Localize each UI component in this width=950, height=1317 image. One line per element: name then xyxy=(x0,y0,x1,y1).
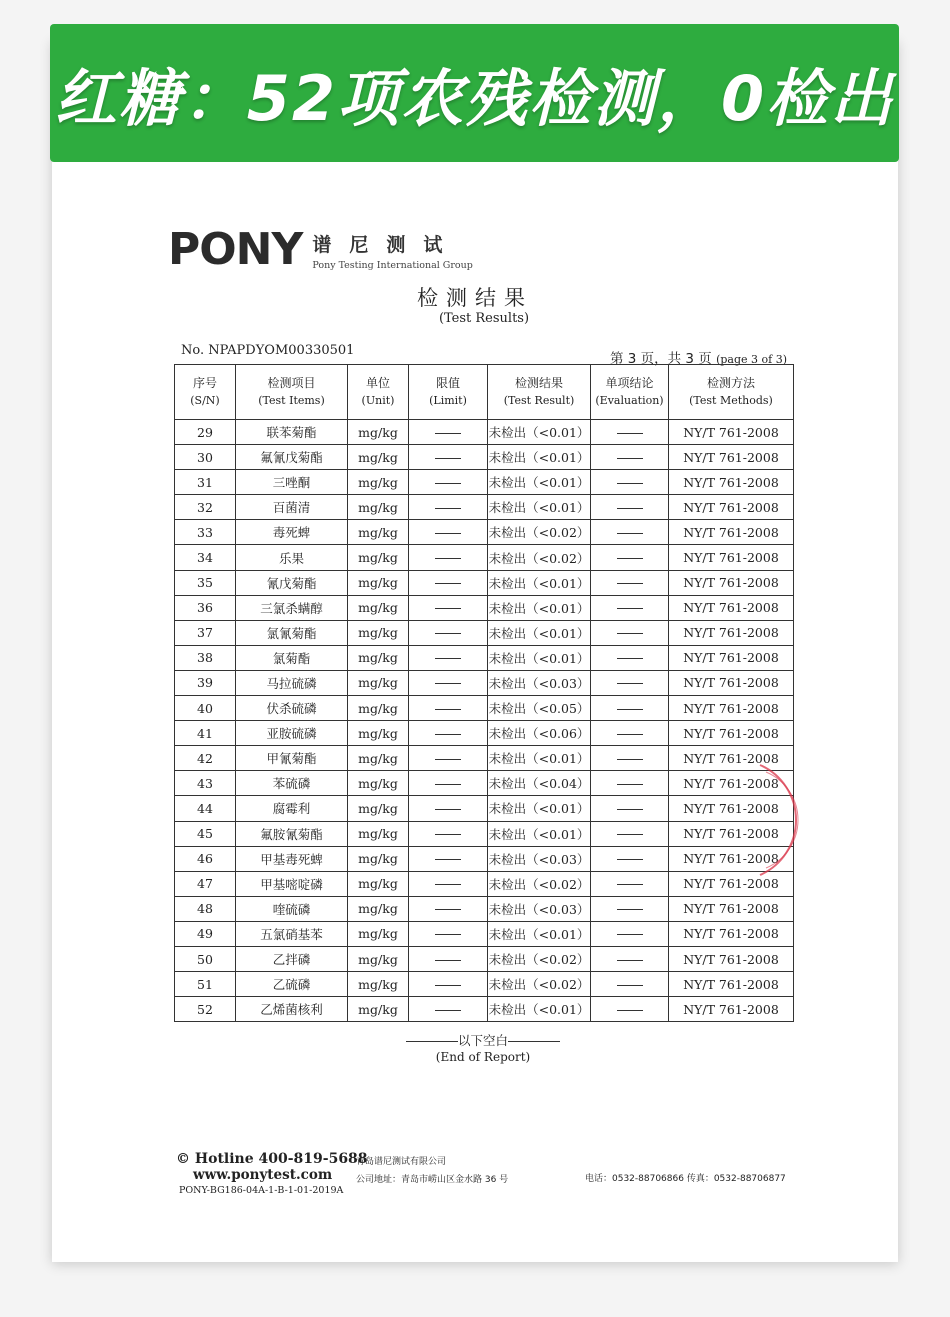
dash-mark xyxy=(435,458,461,459)
cell-method: NY/T 761-2008 xyxy=(669,771,794,796)
cell-evaluation xyxy=(591,771,669,796)
banner-title: 红糖：52项农残检测，0检出 xyxy=(54,61,895,135)
cell-unit: mg/kg xyxy=(348,470,409,495)
dash-mark xyxy=(435,633,461,634)
cell-test-item: 乙硫磷 xyxy=(236,972,348,997)
footer-hotline: © Hotline 400-819-5688 xyxy=(176,1151,368,1167)
dash-mark xyxy=(617,558,643,559)
cell-evaluation xyxy=(591,645,669,670)
cell-sn: 50 xyxy=(175,946,236,971)
cell-limit xyxy=(409,445,488,470)
cell-test-item: 五氯硝基苯 xyxy=(236,921,348,946)
table-row xyxy=(175,495,794,520)
cell-evaluation xyxy=(591,470,669,495)
cell-evaluation xyxy=(591,746,669,771)
column-header-en: (Limit) xyxy=(429,394,467,407)
cell-limit xyxy=(409,545,488,570)
column-header-cn: 序号 xyxy=(192,376,217,390)
table-header-row xyxy=(175,365,794,420)
table-row xyxy=(175,997,794,1022)
cell-unit: mg/kg xyxy=(348,696,409,721)
footer-website: www.ponytest.com xyxy=(193,1167,333,1183)
cell-result: 未检出（<0.01） xyxy=(488,645,591,670)
cell-method: NY/T 761-2008 xyxy=(669,821,794,846)
cell-result: 未检出（<0.01） xyxy=(488,595,591,620)
cell-unit: mg/kg xyxy=(348,520,409,545)
dash-mark xyxy=(617,884,643,885)
logo-wordmark: PONY xyxy=(168,224,303,275)
column-header xyxy=(409,365,488,420)
cell-test-item: 氯菊酯 xyxy=(236,645,348,670)
dash-mark xyxy=(617,658,643,659)
cell-test-item: 氰戊菊酯 xyxy=(236,570,348,595)
table-row xyxy=(175,746,794,771)
red-seal-stamp xyxy=(740,760,820,880)
cell-unit: mg/kg xyxy=(348,445,409,470)
dash-mark xyxy=(617,583,643,584)
table-row xyxy=(175,470,794,495)
column-header xyxy=(488,365,591,420)
cell-method: NY/T 761-2008 xyxy=(669,796,794,821)
report-number: No. NPAPDYOM00330501 xyxy=(181,343,355,358)
page-indicator-cn: 第 3 页，共 3 页 xyxy=(609,351,712,367)
column-header-cn: 检测结果 xyxy=(514,376,563,390)
cell-test-item: 苯硫磷 xyxy=(236,771,348,796)
dash-mark xyxy=(435,934,461,935)
cell-result: 未检出（<0.01） xyxy=(488,445,591,470)
column-header-cn: 单位 xyxy=(365,376,390,390)
cell-result: 未检出（<0.01） xyxy=(488,495,591,520)
cell-unit: mg/kg xyxy=(348,645,409,670)
cell-result: 未检出（<0.05） xyxy=(488,696,591,721)
logo-chinese-name: 谱尼测试 xyxy=(312,233,461,256)
dash-mark xyxy=(617,709,643,710)
cell-sn: 52 xyxy=(175,997,236,1022)
cell-test-item: 乙烯菌核利 xyxy=(236,997,348,1022)
table-row xyxy=(175,771,794,796)
cell-evaluation xyxy=(591,997,669,1022)
cell-result: 未检出（<0.02） xyxy=(488,545,591,570)
end-of-report-en: (End of Report) xyxy=(435,1050,531,1064)
dash-mark xyxy=(617,683,643,684)
cell-evaluation xyxy=(591,846,669,871)
table-row xyxy=(175,545,794,570)
cell-limit xyxy=(409,420,488,445)
document-title-english: (Test Results) xyxy=(438,311,530,326)
dash-mark xyxy=(435,508,461,509)
table-row xyxy=(175,921,794,946)
dash-mark xyxy=(435,834,461,835)
dash-mark xyxy=(617,608,643,609)
column-header-cn: 限值 xyxy=(435,376,460,390)
table-row xyxy=(175,972,794,997)
cell-unit: mg/kg xyxy=(348,771,409,796)
cell-result: 未检出（<0.02） xyxy=(488,946,591,971)
cell-limit xyxy=(409,972,488,997)
table-body xyxy=(175,420,794,1022)
cell-evaluation xyxy=(591,871,669,896)
cell-method: NY/T 761-2008 xyxy=(669,896,794,921)
cell-result: 未检出（<0.01） xyxy=(488,420,591,445)
cell-method: NY/T 761-2008 xyxy=(669,620,794,645)
cell-test-item: 联苯菊酯 xyxy=(236,420,348,445)
cell-limit xyxy=(409,696,488,721)
cell-method: NY/T 761-2008 xyxy=(669,721,794,746)
cell-limit xyxy=(409,595,488,620)
dash-mark xyxy=(435,483,461,484)
table-row xyxy=(175,696,794,721)
cell-limit xyxy=(409,871,488,896)
cell-limit xyxy=(409,570,488,595)
title-banner xyxy=(50,24,899,162)
cell-test-item: 三氯杀螨醇 xyxy=(236,595,348,620)
end-text-cn: 以下空白 xyxy=(457,1033,508,1048)
cell-method: NY/T 761-2008 xyxy=(669,972,794,997)
cell-result: 未检出（<0.01） xyxy=(488,796,591,821)
cell-method: NY/T 761-2008 xyxy=(669,570,794,595)
cell-test-item: 腐霉利 xyxy=(236,796,348,821)
dash-mark xyxy=(435,558,461,559)
cell-sn: 42 xyxy=(175,746,236,771)
cell-sn: 36 xyxy=(175,595,236,620)
dash-mark xyxy=(617,458,643,459)
dash-mark xyxy=(617,508,643,509)
dash-mark xyxy=(435,859,461,860)
cell-unit: mg/kg xyxy=(348,595,409,620)
results-table xyxy=(174,364,794,1022)
cell-sn: 40 xyxy=(175,696,236,721)
table-row xyxy=(175,846,794,871)
cell-unit: mg/kg xyxy=(348,545,409,570)
cell-limit xyxy=(409,645,488,670)
cell-method: NY/T 761-2008 xyxy=(669,946,794,971)
dash-mark xyxy=(435,884,461,885)
dash-mark xyxy=(435,960,461,961)
cell-test-item: 乐果 xyxy=(236,545,348,570)
cell-method: NY/T 761-2008 xyxy=(669,470,794,495)
cell-unit: mg/kg xyxy=(348,796,409,821)
cell-limit xyxy=(409,746,488,771)
dash-mark xyxy=(617,533,643,534)
dash-mark xyxy=(435,809,461,810)
table-row xyxy=(175,520,794,545)
cell-evaluation xyxy=(591,696,669,721)
cell-result: 未检出（<0.03） xyxy=(488,896,591,921)
cell-sn: 49 xyxy=(175,921,236,946)
dash-mark xyxy=(435,784,461,785)
cell-result: 未检出（<0.02） xyxy=(488,871,591,896)
cell-unit: mg/kg xyxy=(348,972,409,997)
cell-method: NY/T 761-2008 xyxy=(669,670,794,695)
company-logo xyxy=(168,224,473,275)
cell-test-item: 亚胺硫磷 xyxy=(236,721,348,746)
dash-mark xyxy=(435,583,461,584)
column-header-en: (Test Result) xyxy=(503,394,575,407)
cell-method: NY/T 761-2008 xyxy=(669,495,794,520)
cell-result: 未检出（<0.01） xyxy=(488,746,591,771)
cell-sn: 39 xyxy=(175,670,236,695)
table-row xyxy=(175,445,794,470)
cell-method: NY/T 761-2008 xyxy=(669,871,794,896)
cell-method: NY/T 761-2008 xyxy=(669,545,794,570)
end-line-left xyxy=(406,1041,458,1042)
column-header-en: (Test Methods) xyxy=(689,394,773,407)
cell-method: NY/T 761-2008 xyxy=(669,445,794,470)
cell-limit xyxy=(409,997,488,1022)
cell-unit: mg/kg xyxy=(348,495,409,520)
dash-mark xyxy=(435,1010,461,1011)
cell-method: NY/T 761-2008 xyxy=(669,645,794,670)
cell-sn: 31 xyxy=(175,470,236,495)
end-of-report-cn xyxy=(0,1031,950,1049)
cell-evaluation xyxy=(591,796,669,821)
cell-method: NY/T 761-2008 xyxy=(669,595,794,620)
cell-evaluation xyxy=(591,721,669,746)
dash-mark xyxy=(435,533,461,534)
column-header-en: (Unit) xyxy=(361,394,395,407)
cell-unit: mg/kg xyxy=(348,670,409,695)
column-header xyxy=(175,365,236,420)
cell-sn: 46 xyxy=(175,846,236,871)
dash-mark xyxy=(617,859,643,860)
cell-sn: 43 xyxy=(175,771,236,796)
cell-unit: mg/kg xyxy=(348,921,409,946)
dash-mark xyxy=(617,784,643,785)
cell-unit: mg/kg xyxy=(348,620,409,645)
footer-company-address: 公司地址：青岛市崂山区金水路 36 号 xyxy=(356,1175,509,1185)
cell-sn: 51 xyxy=(175,972,236,997)
cell-sn: 33 xyxy=(175,520,236,545)
cell-sn: 34 xyxy=(175,545,236,570)
cell-limit xyxy=(409,796,488,821)
cell-sn: 45 xyxy=(175,821,236,846)
cell-result: 未检出（<0.01） xyxy=(488,921,591,946)
cell-test-item: 甲氰菊酯 xyxy=(236,746,348,771)
footer-phone: 电话：0532-88706866 传真：0532-88706877 xyxy=(585,1174,786,1184)
dash-mark xyxy=(617,909,643,910)
dash-mark xyxy=(435,734,461,735)
cell-unit: mg/kg xyxy=(348,420,409,445)
cell-evaluation xyxy=(591,896,669,921)
table-row xyxy=(175,946,794,971)
cell-evaluation xyxy=(591,520,669,545)
cell-unit: mg/kg xyxy=(348,896,409,921)
column-header-cn: 单项结论 xyxy=(605,376,654,390)
cell-limit xyxy=(409,470,488,495)
cell-sn: 35 xyxy=(175,570,236,595)
cell-limit xyxy=(409,846,488,871)
dash-mark xyxy=(435,433,461,434)
footer-company-name: 青岛谱尼测试有限公司 xyxy=(356,1157,447,1167)
cell-test-item: 马拉硫磷 xyxy=(236,670,348,695)
column-header-cn: 检测项目 xyxy=(267,376,316,390)
cell-method: NY/T 761-2008 xyxy=(669,846,794,871)
dash-mark xyxy=(617,1010,643,1011)
cell-unit: mg/kg xyxy=(348,721,409,746)
document-title: 检测结果 xyxy=(417,286,533,310)
cell-sn: 37 xyxy=(175,620,236,645)
cell-evaluation xyxy=(591,946,669,971)
column-header-en: (S/N) xyxy=(190,394,220,407)
cell-sn: 32 xyxy=(175,495,236,520)
column-header xyxy=(236,365,348,420)
cell-result: 未检出（<0.04） xyxy=(488,771,591,796)
cell-limit xyxy=(409,921,488,946)
cell-sn: 30 xyxy=(175,445,236,470)
cell-limit xyxy=(409,946,488,971)
dash-mark xyxy=(435,909,461,910)
cell-unit: mg/kg xyxy=(348,871,409,896)
logo-english-name: Pony Testing International Group xyxy=(312,259,473,271)
cell-result: 未检出（<0.01） xyxy=(488,470,591,495)
table-row xyxy=(175,670,794,695)
table-row xyxy=(175,796,794,821)
table-row xyxy=(175,595,794,620)
cell-test-item: 喹硫磷 xyxy=(236,896,348,921)
cell-evaluation xyxy=(591,595,669,620)
cell-sn: 44 xyxy=(175,796,236,821)
cell-method: NY/T 761-2008 xyxy=(669,520,794,545)
cell-result: 未检出（<0.02） xyxy=(488,520,591,545)
table-row xyxy=(175,570,794,595)
dash-mark xyxy=(435,658,461,659)
cell-test-item: 毒死蜱 xyxy=(236,520,348,545)
dash-mark xyxy=(435,709,461,710)
cell-result: 未检出（<0.01） xyxy=(488,620,591,645)
table-row xyxy=(175,821,794,846)
column-header xyxy=(591,365,669,420)
cell-test-item: 氟胺氰菊酯 xyxy=(236,821,348,846)
page-indicator-en: (page 3 of 3) xyxy=(716,353,787,366)
end-line-right xyxy=(508,1041,560,1042)
cell-sn: 48 xyxy=(175,896,236,921)
cell-limit xyxy=(409,721,488,746)
table-row xyxy=(175,871,794,896)
dash-mark xyxy=(617,433,643,434)
cell-evaluation xyxy=(591,620,669,645)
cell-test-item: 氟氰戊菊酯 xyxy=(236,445,348,470)
logo-subtitle xyxy=(312,230,473,271)
dash-mark xyxy=(435,608,461,609)
dash-mark xyxy=(617,960,643,961)
cell-evaluation xyxy=(591,420,669,445)
column-header-en: (Evaluation) xyxy=(595,394,664,407)
cell-result: 未检出（<0.01） xyxy=(488,821,591,846)
cell-test-item: 甲基嘧啶磷 xyxy=(236,871,348,896)
cell-evaluation xyxy=(591,545,669,570)
dash-mark xyxy=(617,809,643,810)
column-header xyxy=(348,365,409,420)
dash-mark xyxy=(617,483,643,484)
dash-mark xyxy=(617,759,643,760)
cell-evaluation xyxy=(591,495,669,520)
cell-result: 未检出（<0.01） xyxy=(488,997,591,1022)
cell-unit: mg/kg xyxy=(348,846,409,871)
cell-evaluation xyxy=(591,972,669,997)
dash-mark xyxy=(617,834,643,835)
cell-evaluation xyxy=(591,570,669,595)
cell-evaluation xyxy=(591,670,669,695)
cell-unit: mg/kg xyxy=(348,821,409,846)
cell-evaluation xyxy=(591,921,669,946)
footer-form-number: PONY-BG186-04A-1-B-1-01-2019A xyxy=(179,1185,344,1196)
footer-contact xyxy=(176,1151,368,1196)
cell-result: 未检出（<0.01） xyxy=(488,570,591,595)
column-header xyxy=(669,365,794,420)
cell-sn: 41 xyxy=(175,721,236,746)
dash-mark xyxy=(617,934,643,935)
table-row xyxy=(175,620,794,645)
cell-limit xyxy=(409,670,488,695)
column-header-cn: 检测方法 xyxy=(706,376,755,390)
cell-result: 未检出（<0.03） xyxy=(488,670,591,695)
footer-company xyxy=(356,1153,508,1189)
column-header-en: (Test Items) xyxy=(258,394,325,407)
cell-unit: mg/kg xyxy=(348,746,409,771)
cell-sn: 38 xyxy=(175,645,236,670)
cell-method: NY/T 761-2008 xyxy=(669,997,794,1022)
cell-result: 未检出（<0.02） xyxy=(488,972,591,997)
cell-evaluation xyxy=(591,445,669,470)
table-row xyxy=(175,721,794,746)
cell-limit xyxy=(409,821,488,846)
cell-test-item: 甲基毒死蜱 xyxy=(236,846,348,871)
cell-test-item: 三唑酮 xyxy=(236,470,348,495)
cell-unit: mg/kg xyxy=(348,570,409,595)
cell-limit xyxy=(409,495,488,520)
cell-method: NY/T 761-2008 xyxy=(669,696,794,721)
table-row xyxy=(175,420,794,445)
cell-test-item: 伏杀硫磷 xyxy=(236,696,348,721)
cell-method: NY/T 761-2008 xyxy=(669,921,794,946)
dash-mark xyxy=(617,985,643,986)
dash-mark xyxy=(617,734,643,735)
cell-sn: 29 xyxy=(175,420,236,445)
cell-unit: mg/kg xyxy=(348,946,409,971)
cell-sn: 47 xyxy=(175,871,236,896)
dash-mark xyxy=(435,985,461,986)
dash-mark xyxy=(435,759,461,760)
cell-evaluation xyxy=(591,821,669,846)
cell-limit xyxy=(409,771,488,796)
dash-mark xyxy=(435,683,461,684)
cell-test-item: 百菌清 xyxy=(236,495,348,520)
cell-unit: mg/kg xyxy=(348,997,409,1022)
cell-result: 未检出（<0.06） xyxy=(488,721,591,746)
table-row xyxy=(175,896,794,921)
cell-method: NY/T 761-2008 xyxy=(669,420,794,445)
cell-limit xyxy=(409,620,488,645)
table-row xyxy=(175,645,794,670)
cell-result: 未检出（<0.03） xyxy=(488,846,591,871)
cell-test-item: 乙拌磷 xyxy=(236,946,348,971)
dash-mark xyxy=(617,633,643,634)
cell-test-item: 氯氰菊酯 xyxy=(236,620,348,645)
cell-method: NY/T 761-2008 xyxy=(669,746,794,771)
cell-limit xyxy=(409,520,488,545)
cell-limit xyxy=(409,896,488,921)
